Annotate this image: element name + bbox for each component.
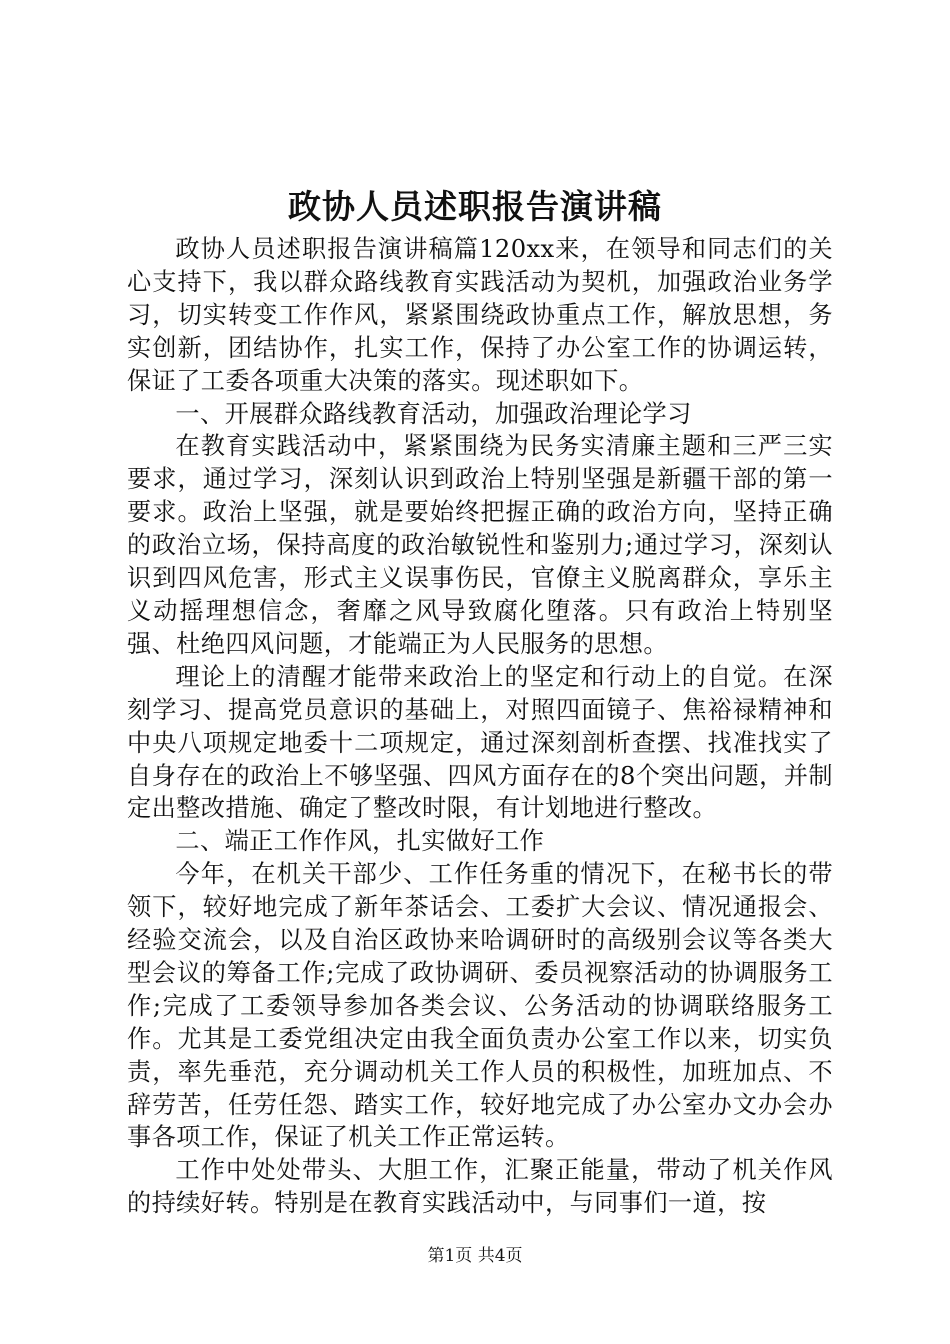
document-title: 政协人员述职报告演讲稿 xyxy=(288,187,662,226)
section-heading-1: 一、开展群众路线教育活动，加强政治理论学习 xyxy=(175,399,692,428)
paragraph-intro: 政协人员述职报告演讲稿篇120xx来，在领导和同志们的关心支持下，我以群众路线教育实践活动为契机，加强政治业务学习，切实转变工作作风，紧紧围绕政协重点工作，解放思想，务实创新，团结协作，扎实工作，保持了办公室工作的协调运转，保证了工委各项重大决策的落实。现述职如下。 xyxy=(127,235,833,395)
page-number-footer: 第1页 共4页 xyxy=(427,1246,523,1266)
paragraph-1: 在教育实践活动中，紧紧围绕为民务实清廉主题和三严三实要求，通过学习，深刻认识到政治上特别坚强是新疆干部的第一要求。政治上坚强，就是要始终把握正确的政治方向，坚持正确的政治立场，保持高度的政治敏锐性和鉴别力;通过学习，深刻认识到四风危害，形式主义误事伤民，官僚主义脱离群众，享乐主义动摇理想信念，奢靡之风导致腐化堕落。只有政治上特别坚强、杜绝四风问题，才能端正为人民服务的思想。 xyxy=(127,432,833,658)
paragraph-3: 今年，在机关干部少、工作任务重的情况下，在秘书长的带领下，较好地完成了新年茶话会、工委扩大会议、情况通报会、经验交流会，以及自治区政协来哈调研时的高级别会议等各类大型会议的筹备工作;完成了政协调研、委员视察活动的协调服务工作;完成了工委领导参加各类会议、公务活动的协调联络服务工作。尤其是工委党组决定由我全面负责办公室工作以来，切实负责，率先垂范，充分调动机关工作人员的积极性，加班加点、不辞劳苦，任劳任怨、踏实工作，较好地完成了办公室办文办会办事各项工作，保证了机关工作正常运转。 xyxy=(127,860,833,1152)
paragraph-4: 工作中处处带头、大胆工作，汇聚正能量，带动了机关作风的持续好转。特别是在教育实践活动中，与同事们一道，按 xyxy=(127,1156,833,1218)
paragraph-2: 理论上的清醒才能带来政治上的坚定和行动上的自觉。在深刻学习、提高党员意识的基础上，对照四面镜子、焦裕禄精神和中央八项规定地委十二项规定，通过深刻剖析查摆、找准找实了自身存在的政治上不够坚强、四风方面存在的8个突出问题，并制定出整改措施、确定了整改时限，有计划地进行整改。 xyxy=(127,662,833,823)
document-body xyxy=(127,233,833,1220)
section-heading-2: 二、端正工作作风，扎实做好工作 xyxy=(175,827,545,856)
